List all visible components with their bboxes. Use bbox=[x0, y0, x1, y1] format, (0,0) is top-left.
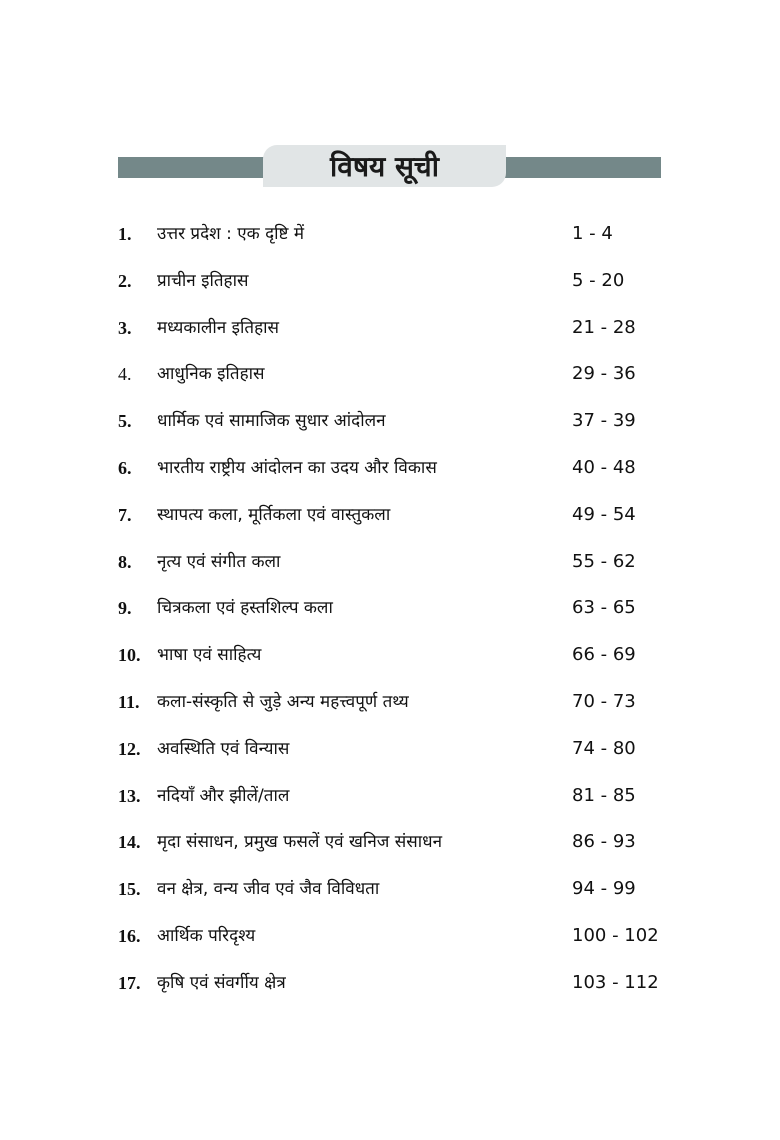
toc-title: मृदा संसाधन, प्रमुख फसलें एवं खनिज संसाधन bbox=[157, 832, 443, 853]
toc-number: 14. bbox=[118, 832, 141, 853]
toc-pages: 70 - 73 bbox=[572, 690, 636, 712]
toc-number: 12. bbox=[118, 738, 141, 759]
toc-row[interactable] bbox=[118, 220, 678, 267]
toc-row[interactable] bbox=[118, 782, 678, 829]
toc-number: 4. bbox=[118, 364, 132, 385]
toc-list bbox=[118, 220, 678, 1016]
toc-row[interactable] bbox=[118, 360, 678, 407]
toc-title: आर्थिक परिदृश्य bbox=[157, 925, 256, 946]
toc-row[interactable] bbox=[118, 641, 678, 688]
toc-number: 17. bbox=[118, 972, 141, 993]
toc-number: 16. bbox=[118, 925, 141, 946]
toc-pages: 66 - 69 bbox=[572, 644, 636, 666]
toc-row[interactable] bbox=[118, 407, 678, 454]
toc-row[interactable] bbox=[118, 454, 678, 501]
toc-row[interactable] bbox=[118, 969, 678, 1016]
toc-title: धार्मिक एवं सामाजिक सुधार आंदोलन bbox=[157, 411, 386, 432]
toc-pages: 1 - 4 bbox=[572, 223, 613, 244]
toc-number: 1. bbox=[118, 224, 132, 244]
title-tab bbox=[263, 145, 506, 187]
toc-row[interactable] bbox=[118, 875, 678, 922]
toc-pages: 29 - 36 bbox=[572, 363, 636, 385]
toc-pages: 49 - 54 bbox=[572, 503, 636, 525]
toc-pages: 100 - 102 bbox=[572, 924, 659, 946]
toc-title: भाषा एवं साहित्य bbox=[157, 645, 262, 666]
toc-number: 7. bbox=[118, 504, 132, 525]
toc-title: मध्यकालीन इतिहास bbox=[157, 317, 280, 338]
toc-row[interactable] bbox=[118, 688, 678, 735]
toc-title: कृषि एवं संवर्गीय क्षेत्र bbox=[157, 972, 286, 993]
toc-pages: 74 - 80 bbox=[572, 737, 636, 759]
toc-pages: 21 - 28 bbox=[572, 316, 636, 338]
toc-row[interactable] bbox=[118, 314, 678, 361]
toc-number: 10. bbox=[118, 645, 141, 666]
toc-number: 13. bbox=[118, 785, 141, 806]
toc-number: 3. bbox=[118, 317, 132, 338]
toc-row[interactable] bbox=[118, 735, 678, 782]
toc-number: 9. bbox=[118, 598, 132, 619]
toc-pages: 37 - 39 bbox=[572, 410, 636, 432]
toc-pages: 63 - 65 bbox=[572, 597, 636, 619]
toc-title: वन क्षेत्र, वन्य जीव एवं जैव विविधता bbox=[157, 879, 380, 900]
toc-row[interactable] bbox=[118, 594, 678, 641]
toc-number: 8. bbox=[118, 551, 132, 572]
toc-title: कला-संस्कृति से जुड़े अन्य महत्त्वपूर्ण तथ्य bbox=[157, 691, 409, 712]
toc-title: आधुनिक इतिहास bbox=[157, 364, 265, 385]
toc-number: 2. bbox=[118, 270, 132, 291]
toc-title: भारतीय राष्ट्रीय आंदोलन का उदय और विकास bbox=[157, 457, 437, 478]
toc-row[interactable] bbox=[118, 267, 678, 314]
toc-title: अवस्थिति एवं विन्यास bbox=[157, 738, 290, 759]
toc-title: प्राचीन इतिहास bbox=[157, 270, 249, 291]
toc-number: 11. bbox=[118, 691, 140, 712]
toc-pages: 55 - 62 bbox=[572, 550, 636, 572]
page-title: विषय सूची bbox=[330, 150, 439, 183]
toc-pages: 81 - 85 bbox=[572, 784, 636, 806]
toc-pages: 86 - 93 bbox=[572, 831, 636, 853]
toc-pages: 40 - 48 bbox=[572, 456, 636, 478]
toc-pages: 94 - 99 bbox=[572, 878, 636, 900]
toc-pages: 103 - 112 bbox=[572, 971, 659, 993]
toc-row[interactable] bbox=[118, 922, 678, 969]
toc-title: नृत्य एवं संगीत कला bbox=[157, 551, 281, 572]
toc-title: चित्रकला एवं हस्तशिल्प कला bbox=[157, 598, 333, 619]
toc-number: 6. bbox=[118, 457, 132, 478]
toc-row[interactable] bbox=[118, 501, 678, 548]
toc-title: स्थापत्य कला, मूर्तिकला एवं वास्तुकला bbox=[157, 504, 391, 525]
toc-number: 15. bbox=[118, 879, 141, 900]
toc-title: उत्तर प्रदेश : एक दृष्टि में bbox=[157, 224, 305, 244]
toc-title: नदियाँ और झीलें/ताल bbox=[157, 785, 290, 806]
toc-row[interactable] bbox=[118, 548, 678, 595]
toc-number: 5. bbox=[118, 411, 132, 432]
toc-pages: 5 - 20 bbox=[572, 269, 625, 291]
toc-row[interactable] bbox=[118, 828, 678, 875]
